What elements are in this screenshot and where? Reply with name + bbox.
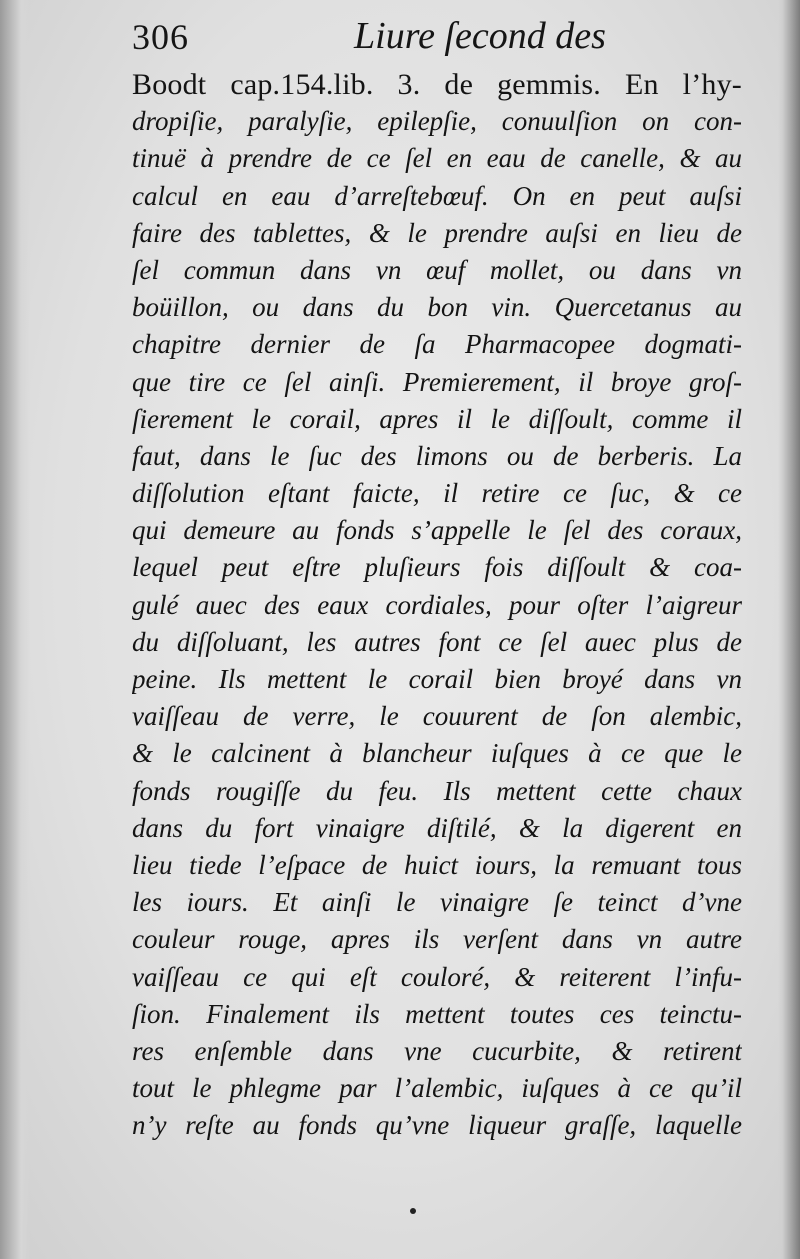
text-line: calcul en eau d’arreſtebœuf. On en peut auſsi: [132, 180, 742, 211]
text-line: chapitre dernier de ſa Pharmacopee dogmati-: [132, 329, 742, 360]
text-line: peine. Ils mettent le corail bien broyé dans vn: [132, 664, 742, 694]
text-line: diſſolution eſtant faicte, il retire ce ſuc, & ce: [132, 478, 742, 509]
text-line: ſion. Finalement ils mettent toutes ces teinctu-: [132, 998, 742, 1029]
page-number: 306: [132, 17, 189, 57]
text-line: fonds rougiſſe du feu. Ils mettent cette chaux: [132, 775, 742, 806]
text-line: du diſſoluant, les autres font ce ſel auec plus de: [132, 626, 742, 657]
text-line: n’y reſte au fonds qu’vne liqueur graſſe, laquelle: [132, 1110, 742, 1141]
ink-mark: [410, 1208, 416, 1214]
text-line: res enſemble dans vne cucurbite, & retirent: [132, 1035, 742, 1066]
body-text: [132, 66, 742, 1144]
running-head: Liure ſecond des: [354, 15, 606, 57]
text-line: lequel peut eſtre pluſieurs fois diſſoult & coa-: [132, 552, 742, 583]
text-line: dropiſie, paralyſie, epilepſie, conuulſion on con-: [132, 106, 742, 137]
page-shadow-left: [0, 0, 30, 1259]
text-line: lieu tiede l’eſpace de huict iours, la remuant tous: [132, 849, 742, 880]
text-line: Boodt cap.154.lib. 3. de gemmis. En l’hy-: [132, 68, 742, 101]
text-line: & le calcinent à blancheur iuſques à ce que le: [132, 738, 742, 769]
text-line: boüillon, ou dans du bon vin. Quercetanus au: [132, 292, 742, 323]
text-line: faire des tablettes, & le prendre auſsi en lieu de: [132, 217, 742, 248]
text-line: dans du fort vinaigre diſtilé, & la digerent en: [132, 812, 742, 843]
text-line: vaiſſeau de verre, le couurent de ſon alembic,: [132, 701, 742, 732]
page-shadow-right: [778, 0, 800, 1259]
text-line: tout le phlegme par l’alembic, iuſques à ce qu’il: [132, 1073, 742, 1104]
text-line: couleur rouge, apres ils verſent dans vn autre: [132, 924, 742, 955]
page-header: [132, 14, 732, 64]
text-line: qui demeure au fonds s’appelle le ſel des coraux,: [132, 515, 742, 546]
text-line: vaiſſeau ce qui eſt couloré, & reiterent l’infu-: [132, 961, 742, 992]
text-line: ſierement le corail, apres il le diſſoult, comme il: [132, 403, 742, 434]
text-line: les iours. Et ainſi le vinaigre ſe teinct d’vne: [132, 887, 742, 918]
text-line: que tire ce ſel ainſi. Premierement, il broye groſ-: [132, 366, 742, 397]
text-line: ſel commun dans vn œuf mollet, ou dans vn: [132, 254, 742, 285]
text-line: faut, dans le ſuc des limons ou de berberis. La: [132, 440, 742, 471]
text-line: gulé auec des eaux cordiales, pour oſter l’aigreur: [132, 589, 742, 620]
text-line: tinuë à prendre de ce ſel en eau de canelle, & au: [132, 143, 742, 174]
